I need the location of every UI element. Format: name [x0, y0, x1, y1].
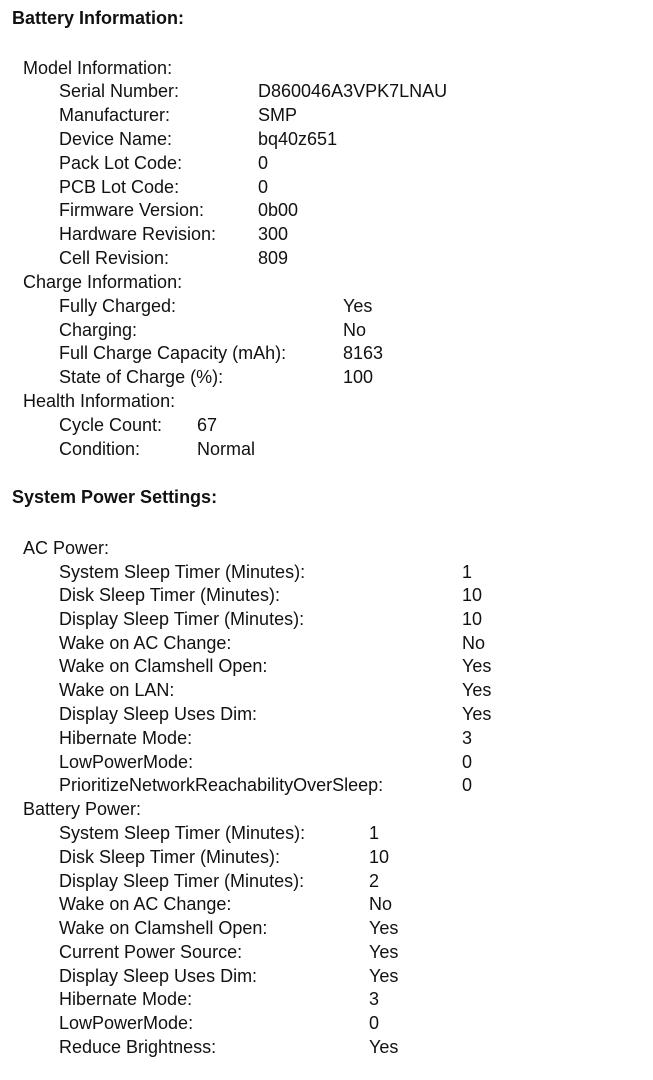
- row-value: 8163: [343, 343, 384, 363]
- battery-power-label: Battery Power:: [23, 799, 142, 819]
- row-value: 0: [258, 177, 269, 197]
- row-value: Yes: [369, 966, 399, 986]
- system-power-settings-heading: System Power Settings:: [12, 487, 218, 507]
- row-value: Yes: [462, 680, 492, 700]
- row-value: 10: [462, 585, 483, 605]
- row-value: 809: [258, 248, 289, 268]
- row-key: Display Sleep Timer (Minutes):: [59, 609, 305, 629]
- row-key: Cycle Count:: [59, 415, 163, 435]
- row-value: 1: [462, 562, 473, 582]
- row-key: Cell Revision:: [59, 248, 170, 268]
- row-value: D860046A3VPK7LNAU: [258, 81, 448, 101]
- row-key: PrioritizeNetworkReachabilityOverSleep:: [59, 775, 384, 795]
- row-value: 0: [258, 153, 269, 173]
- row-value: No: [369, 894, 393, 914]
- row-key: Hibernate Mode:: [59, 989, 193, 1009]
- battery-information-heading: Battery Information:: [12, 8, 185, 28]
- row-value: 300: [258, 224, 289, 244]
- row-key: System Sleep Timer (Minutes):: [59, 562, 306, 582]
- row-value: Normal: [197, 439, 256, 459]
- row-key: Pack Lot Code:: [59, 153, 183, 173]
- row-key: Reduce Brightness:: [59, 1037, 217, 1057]
- row-key: System Sleep Timer (Minutes):: [59, 823, 306, 843]
- row-key: PCB Lot Code:: [59, 177, 180, 197]
- row-key: Wake on LAN:: [59, 680, 175, 700]
- row-value: 0: [462, 775, 473, 795]
- row-key: LowPowerMode:: [59, 1013, 194, 1033]
- row-key: Charging:: [59, 320, 138, 340]
- row-key: Fully Charged:: [59, 296, 177, 316]
- row-key: Device Name:: [59, 129, 173, 149]
- row-value: 10: [369, 847, 390, 867]
- row-value: Yes: [369, 1037, 399, 1057]
- row-key: Hardware Revision:: [59, 224, 217, 244]
- row-key: Wake on Clamshell Open:: [59, 656, 268, 676]
- row-value: 100: [343, 367, 374, 387]
- row-key: Wake on AC Change:: [59, 894, 232, 914]
- row-value: Yes: [462, 656, 492, 676]
- row-value: 0: [369, 1013, 380, 1033]
- row-value: 3: [369, 989, 380, 1009]
- row-value: Yes: [343, 296, 373, 316]
- row-value: 67: [197, 415, 218, 435]
- row-value: 0b00: [258, 200, 299, 220]
- row-value: 10: [462, 609, 483, 629]
- model-information-label: Model Information:: [23, 58, 173, 78]
- row-key: Disk Sleep Timer (Minutes):: [59, 847, 281, 867]
- row-key: Display Sleep Uses Dim:: [59, 966, 258, 986]
- row-key: Firmware Version:: [59, 200, 205, 220]
- row-value: 1: [369, 823, 380, 843]
- row-value: bq40z651: [258, 129, 338, 149]
- row-value: 0: [462, 752, 473, 772]
- row-key: Current Power Source:: [59, 942, 243, 962]
- row-value: 2: [369, 871, 380, 891]
- row-key: Manufacturer:: [59, 105, 171, 125]
- row-key: Wake on AC Change:: [59, 633, 232, 653]
- row-key: Wake on Clamshell Open:: [59, 918, 268, 938]
- row-key: Display Sleep Uses Dim:: [59, 704, 258, 724]
- row-value: Yes: [369, 942, 399, 962]
- charge-information-label: Charge Information:: [23, 272, 183, 292]
- row-key: Display Sleep Timer (Minutes):: [59, 871, 305, 891]
- row-key: State of Charge (%):: [59, 367, 224, 387]
- row-value: SMP: [258, 105, 298, 125]
- row-value: 3: [462, 728, 473, 748]
- row-key: Disk Sleep Timer (Minutes):: [59, 585, 281, 605]
- row-value: Yes: [462, 704, 492, 724]
- row-key: Full Charge Capacity (mAh):: [59, 343, 287, 363]
- row-key: Hibernate Mode:: [59, 728, 193, 748]
- health-information-label: Health Information:: [23, 391, 176, 411]
- row-key: Serial Number:: [59, 81, 180, 101]
- row-value: No: [462, 633, 486, 653]
- row-value: Yes: [369, 918, 399, 938]
- row-key: Condition:: [59, 439, 141, 459]
- ac-power-label: AC Power:: [23, 538, 110, 558]
- row-value: No: [343, 320, 367, 340]
- row-key: LowPowerMode:: [59, 752, 194, 772]
